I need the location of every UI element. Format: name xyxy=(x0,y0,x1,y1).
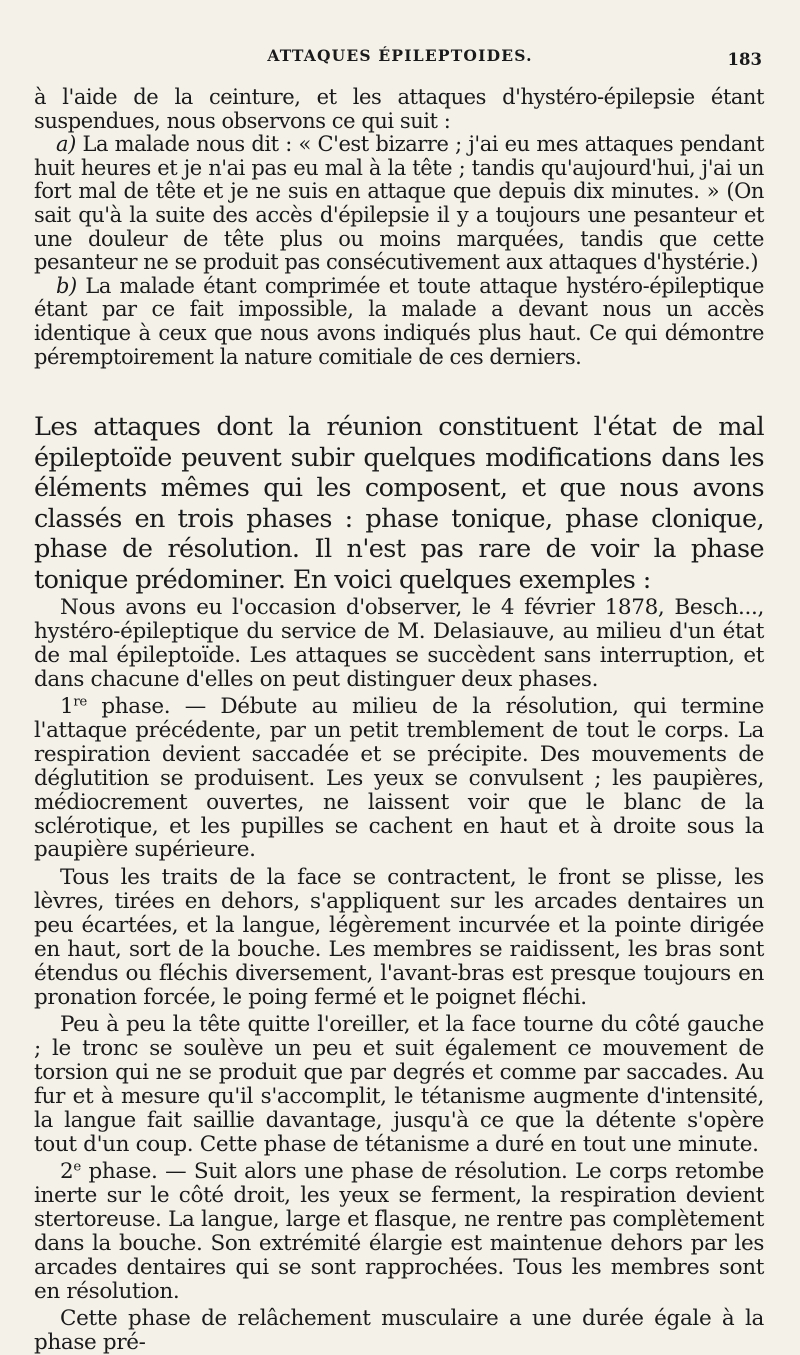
observation-block xyxy=(34,595,764,1355)
main-paragraph: Les attaques dont la réunion constituent l'état de mal épileptoïde peuvent subir quelques modifications dans les éléments mêmes qui les composent, et que nous avons classés en trois phases : phase tonique, phase clonique, phase de résolution. Il n'est pas rare de voir la phase tonique prédominer. En voici quelques exemples : xyxy=(34,412,764,595)
continuation-block xyxy=(34,86,764,369)
intro-paragraph: à l'aide de la ceinture, et les attaques d'hystéro-épilepsie étant suspendues, nous observons ce qui suit : xyxy=(34,85,764,133)
item-a-text: La malade nous dit : « C'est bizarre ; j'ai eu mes attaques pendant huit heures et je n'ai pas eu mal à la tête ; tandis qu'aujourd'hui, j'ai un fort mal de tête et je ne suis en attaque que depuis dix minutes. » (On sait qu'à la suite des accès d'épilepsie il y a toujours une pesanteur et une douleur de tête plus ou moins marquées, tandis que cette pesanteur ne se produit pas consécutivement aux attaques d'hystérie.) xyxy=(34,132,764,275)
item-a-paragraph xyxy=(34,133,764,275)
phase-2-paragraph xyxy=(34,1160,764,1303)
item-b-text: La malade étant comprimée et toute attaque hystéro-épileptique étant par ce fait impossible, la malade a devant nous un accès identique à ceux que nous avons indiqués plus haut. Ce qui démontre péremptoirement la nature comitiale de ces derniers. xyxy=(34,273,764,369)
phase-1-ordinal: re xyxy=(73,695,87,711)
relachement-paragraph: Cette phase de relâchement musculaire a une durée égale à la phase pré- xyxy=(34,1306,764,1355)
page-number: 183 xyxy=(727,50,762,69)
item-a-label: a) xyxy=(56,132,76,157)
main-text-block xyxy=(34,412,764,596)
item-b-paragraph xyxy=(34,275,764,369)
page-header xyxy=(0,44,800,74)
traits-paragraph: Tous les traits de la face se contractent, le front se plisse, les lèvres, tirées en dehors, s'appliquent sur les arcades dentaires un peu écartées, et la langue, légèrement incurvée et la pointe dirigée en haut, sort de la bouche. Les membres se raidissent, les bras sont étendus ou fléchis diversement, l'avant-bras est presque toujours en pronation forcée, le poing fermé et le poignet fléchi. xyxy=(34,865,764,1010)
observation-intro: Nous avons eu l'occasion d'observer, le 4 février 1878, Besch..., hystéro-épileptique du service de M. Delasiauve, au milieu d'un état de mal épileptoïde. Les attaques se succèdent sans interruption, et dans chacune d'elles on peut distinguer deux phases. xyxy=(34,595,764,692)
phase-1-paragraph xyxy=(34,695,764,862)
phase-2-number: 2 xyxy=(60,1159,74,1185)
phase-1-number: 1 xyxy=(60,694,74,720)
tete-paragraph: Peu à peu la tête quitte l'oreiller, et la face tourne du côté gauche ; le tronc se soulève un peu et suit également ce mouvement de torsion qui ne se produit que par degrés et comme par saccades. Au fur et à mesure qu'il s'accomplit, le tétanisme augmente d'intensité, la langue fait saillie davantage, jusqu'à ce que la détente s'opère tout d'un coup. Cette phase de tétanisme a duré en tout une minute. xyxy=(34,1012,764,1157)
item-b-label: b) xyxy=(56,273,77,298)
running-title: ATTAQUES ÉPILEPTOIDES. xyxy=(267,46,533,65)
phase-2-text: phase. — Suit alors une phase de résolution. Le corps retombe inerte sur le côté droit, les yeux se ferment, la respiration devient stertoreuse. La langue, large et flasque, ne rentre pas complètement dans la bouche. Son extrémité élargie est maintenue dehors par les arcades dentaires qui se sont rapprochées. Tous les membres sont en résolution. xyxy=(34,1159,764,1304)
phase-1-text: phase. — Débute au milieu de la résolution, qui termine l'attaque précédente, par un petit tremblement de tout le corps. La respiration devient saccadée et se précipite. Des mouvements de déglutition se produisent. Les yeux se convulsent ; les paupières, médiocrement ouvertes, ne laissent voir que le blanc de la sclérotique, et les pupilles se cachent en haut et à droite sous la paupière supérieure. xyxy=(34,694,764,863)
phase-2-ordinal: e xyxy=(73,1160,81,1176)
